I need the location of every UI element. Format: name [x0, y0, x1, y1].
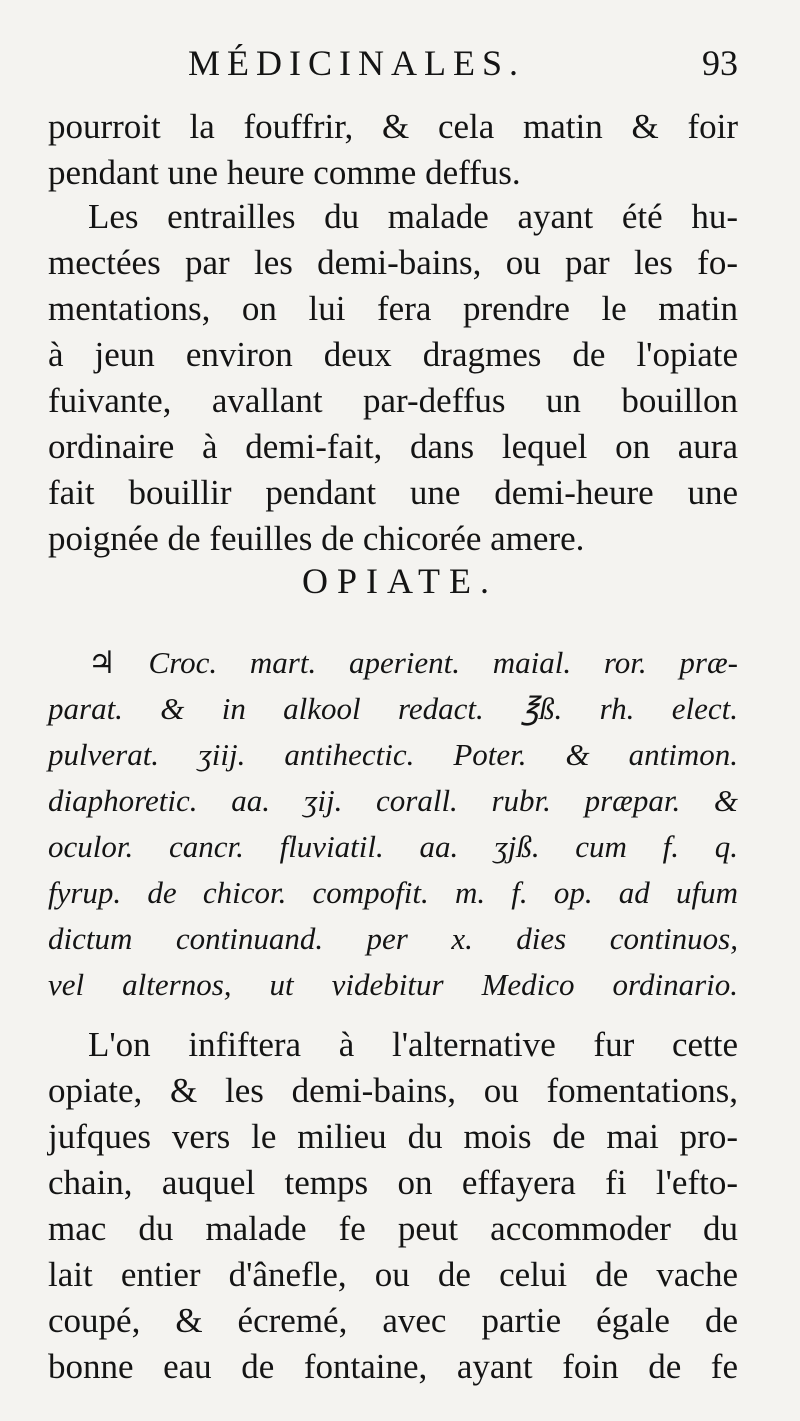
running-title: MÉDICINALES.: [188, 43, 525, 83]
text-line: à jeun environ deux dragmes de l'opiate: [48, 335, 738, 374]
text-line: coupé, & écremé, avec partie égale de: [48, 1301, 738, 1340]
text-line: jufques vers le milieu du mois de mai pro-: [48, 1117, 738, 1156]
recipe-line: dictum continuand. per x. dies continuos,: [48, 921, 738, 956]
text-line: fuivante, avallant par-deffus un bouillon: [48, 381, 738, 420]
recipe-line: parat. & in alkool redact. ℥ß. rh. elect.: [48, 691, 738, 726]
text-line: chain, auquel temps on effayera fi l'efto-: [48, 1163, 738, 1202]
page-number: 93: [702, 43, 738, 83]
text-line: L'on infiftera à l'alternative fur cette: [88, 1025, 738, 1064]
text-line: poignée de feuilles de chicorée amere.: [48, 519, 585, 558]
text-line: ordinaire à demi-fait, dans lequel on aura: [48, 427, 738, 466]
recipe-line: diaphoretic. aa. ʒij. corall. rubr. præpar. &: [48, 783, 738, 818]
recipe-line: pulverat. ʒiij. antihectic. Poter. & antimon.: [48, 737, 738, 772]
recipe-line: fyrup. de chicor. compofit. m. f. op. ad ufum: [48, 875, 738, 910]
text-line: mac du malade fe peut accommoder du: [48, 1209, 738, 1248]
text-line: mectées par les demi-bains, ou par les fo-: [48, 243, 738, 282]
section-title: OPIATE.: [302, 561, 498, 601]
text-line: fait bouillir pendant une demi-heure une: [48, 473, 738, 512]
text-line: pendant une heure comme deffus.: [48, 153, 521, 192]
text-line: mentations, on lui fera prendre le matin: [48, 289, 738, 328]
text-line: pourroit la fouffrir, & cela matin & foir: [48, 107, 738, 146]
recipe-line: vel alternos, ut videbitur Medico ordinario.: [48, 967, 738, 1002]
recipe-line: oculor. cancr. fluviatil. aa. ʒjß. cum f. q.: [48, 829, 738, 864]
text-line: lait entier d'ânefle, ou de celui de vache: [48, 1255, 738, 1294]
recipe-line: ♃ Croc. mart. aperient. maial. ror. præ-: [88, 645, 738, 680]
text-line: opiate, & les demi-bains, ou fomentations,: [48, 1071, 738, 1110]
page-header: [48, 42, 738, 90]
text-line: Les entrailles du malade ayant été hu-: [88, 197, 738, 236]
text-line: bonne eau de fontaine, ayant foin de fe: [48, 1347, 738, 1386]
